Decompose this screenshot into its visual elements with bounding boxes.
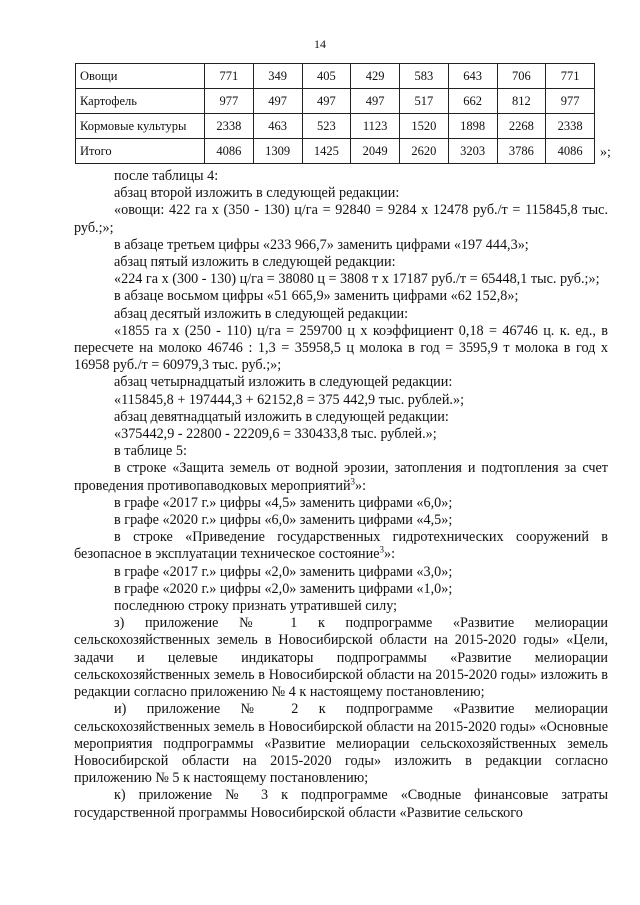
table-cell: 662 [448, 89, 497, 114]
table-cell: 405 [302, 64, 351, 89]
paragraph: в абзаце восьмом цифры «51 665,9» заменить цифрами «62 152,8»; [114, 288, 519, 305]
paragraph [74, 529, 608, 563]
paragraph-text: в строке «Защита земель от водной эрозии, затопления и подтопления за счет проведения противопаводковых мероприятий [74, 460, 608, 494]
row-label: Овощи [76, 64, 205, 89]
table-cell: 497 [302, 89, 351, 114]
paragraph: абзац второй изложить в следующей редакции: [114, 185, 400, 202]
footnote-mark: 3 [350, 475, 356, 486]
table-cell: 2049 [351, 139, 400, 164]
table-cell: 517 [400, 89, 449, 114]
quote-close: »: [384, 546, 396, 563]
row-label: Картофель [76, 89, 205, 114]
table-row [76, 139, 595, 164]
table-cell: 771 [205, 64, 254, 89]
page-number: 14 [314, 37, 326, 51]
table-cell: 497 [253, 89, 302, 114]
table-cell: 497 [351, 89, 400, 114]
table-cell: 812 [497, 89, 546, 114]
table-cell: 429 [351, 64, 400, 89]
footnote-mark: 3 [379, 544, 385, 555]
paragraph: «овощи: 422 га х (350 - 130) ц/га = 92840 = 9284 х 12478 руб./т = 115845,8 тыс. руб.;»; [74, 202, 608, 236]
paragraph [74, 460, 608, 494]
paragraph: в таблице 5: [114, 443, 187, 460]
table-cell: 1898 [448, 114, 497, 139]
paragraph: в графе «2017 г.» цифры «4,5» заменить цифрами «6,0»; [114, 494, 453, 511]
table-cell: 3786 [497, 139, 546, 164]
table-cell: 706 [497, 64, 546, 89]
paragraph: после таблицы 4: [114, 168, 219, 184]
paragraph: последнюю строку признать утратившей силу; [114, 598, 398, 615]
paragraph: абзац десятый изложить в следующей редакции: [114, 305, 409, 322]
paragraph: «224 га х (300 - 130) ц/га = 38080 ц = 3808 т х 17187 руб./т = 65448,1 тыс. руб.;»; [114, 271, 600, 288]
document-body [74, 168, 608, 822]
table-cell: 523 [302, 114, 351, 139]
paragraph: «375442,9 - 22800 - 22209,6 = 330433,8 тыс. рублей.»; [114, 426, 437, 443]
paragraph: абзац четырнадцатый изложить в следующей редакции: [114, 374, 453, 391]
table-cell: 463 [253, 114, 302, 139]
table-row [76, 114, 595, 139]
table-cell: 4086 [205, 139, 254, 164]
row-label: Итого [76, 139, 205, 164]
table-cell: 977 [205, 89, 254, 114]
table-row [76, 64, 595, 89]
paragraph-text: в строке «Приведение государственных гидротехнических сооружений в безопасное в эксплуатации техническое состояние [74, 529, 608, 563]
table-cell: 1425 [302, 139, 351, 164]
table-cell: 771 [546, 64, 595, 89]
table-closing-quote: »; [600, 145, 611, 160]
table-cell: 2338 [546, 114, 595, 139]
paragraph: абзац пятый изложить в следующей редакции: [114, 254, 396, 271]
paragraph: абзац девятнадцатый изложить в следующей редакции: [114, 408, 449, 425]
paragraph: в графе «2017 г.» цифры «2,0» заменить цифрами «3,0»; [114, 563, 453, 580]
table-cell: 349 [253, 64, 302, 89]
paragraph: в абзаце третьем цифры «233 966,7» заменить цифрами «197 444,3»; [114, 236, 529, 253]
crop-table [75, 63, 595, 164]
paragraph: и) приложение № 2 к подпрограмме «Развитие мелиорации сельскохозяйственных земель в Новосибирской области на 2015-2020 годы» «Основные мероприятия подпрограммы «Развитие мелиорации сельскохозяйственных земель Новосибирской области на 2015-2020 годы» изложить в редакции согласно приложению № 5 к настоящему постановлению; [74, 701, 608, 787]
table-cell: 643 [448, 64, 497, 89]
table-cell: 2268 [497, 114, 546, 139]
paragraph: в графе «2020 г.» цифры «2,0» заменить цифрами «1,0»; [114, 580, 453, 597]
quote-close: »: [355, 477, 367, 494]
table-cell: 977 [546, 89, 595, 114]
row-label: Кормовые культуры [76, 114, 205, 139]
table-cell: 583 [400, 64, 449, 89]
table-cell: 2620 [400, 139, 449, 164]
paragraph: к) приложение № 3 к подпрограмме «Сводные финансовые затраты государственной программы Новосибирской области «Развитие сельского [74, 787, 608, 821]
paragraph: в графе «2020 г.» цифры «6,0» заменить цифрами «4,5»; [114, 512, 453, 529]
paragraph: «1855 га х (250 - 110) ц/га = 259700 ц х коэффициент 0,18 = 46746 ц. к. ед., в пересчете на молоко 46746 : 1,3 = 35958,5 ц молока в год = 3595,9 т молока в год х 16958 руб./т = 60979,3 тыс. руб.;»; [74, 322, 608, 374]
table-cell: 1309 [253, 139, 302, 164]
table-cell: 4086 [546, 139, 595, 164]
table-cell: 2338 [205, 114, 254, 139]
paragraph: «115845,8 + 197444,3 + 62152,8 = 375 442,9 тыс. рублей.»; [114, 391, 465, 408]
paragraph: з) приложение № 1 к подпрограмме «Развитие мелиорации сельскохозяйственных земель в Новосибирской области на 2015-2020 годы» «Цели, задачи и целевые индикаторы подпрограммы «Развитие мелиорации сельскохозяйственных земель в Новосибирской области на 2015-2020 годы» изложить в редакции согласно приложению № 4 к настоящему постановлению; [74, 615, 608, 701]
table-cell: 1123 [351, 114, 400, 139]
table-cell: 3203 [448, 139, 497, 164]
table-row [76, 89, 595, 114]
table-cell: 1520 [400, 114, 449, 139]
